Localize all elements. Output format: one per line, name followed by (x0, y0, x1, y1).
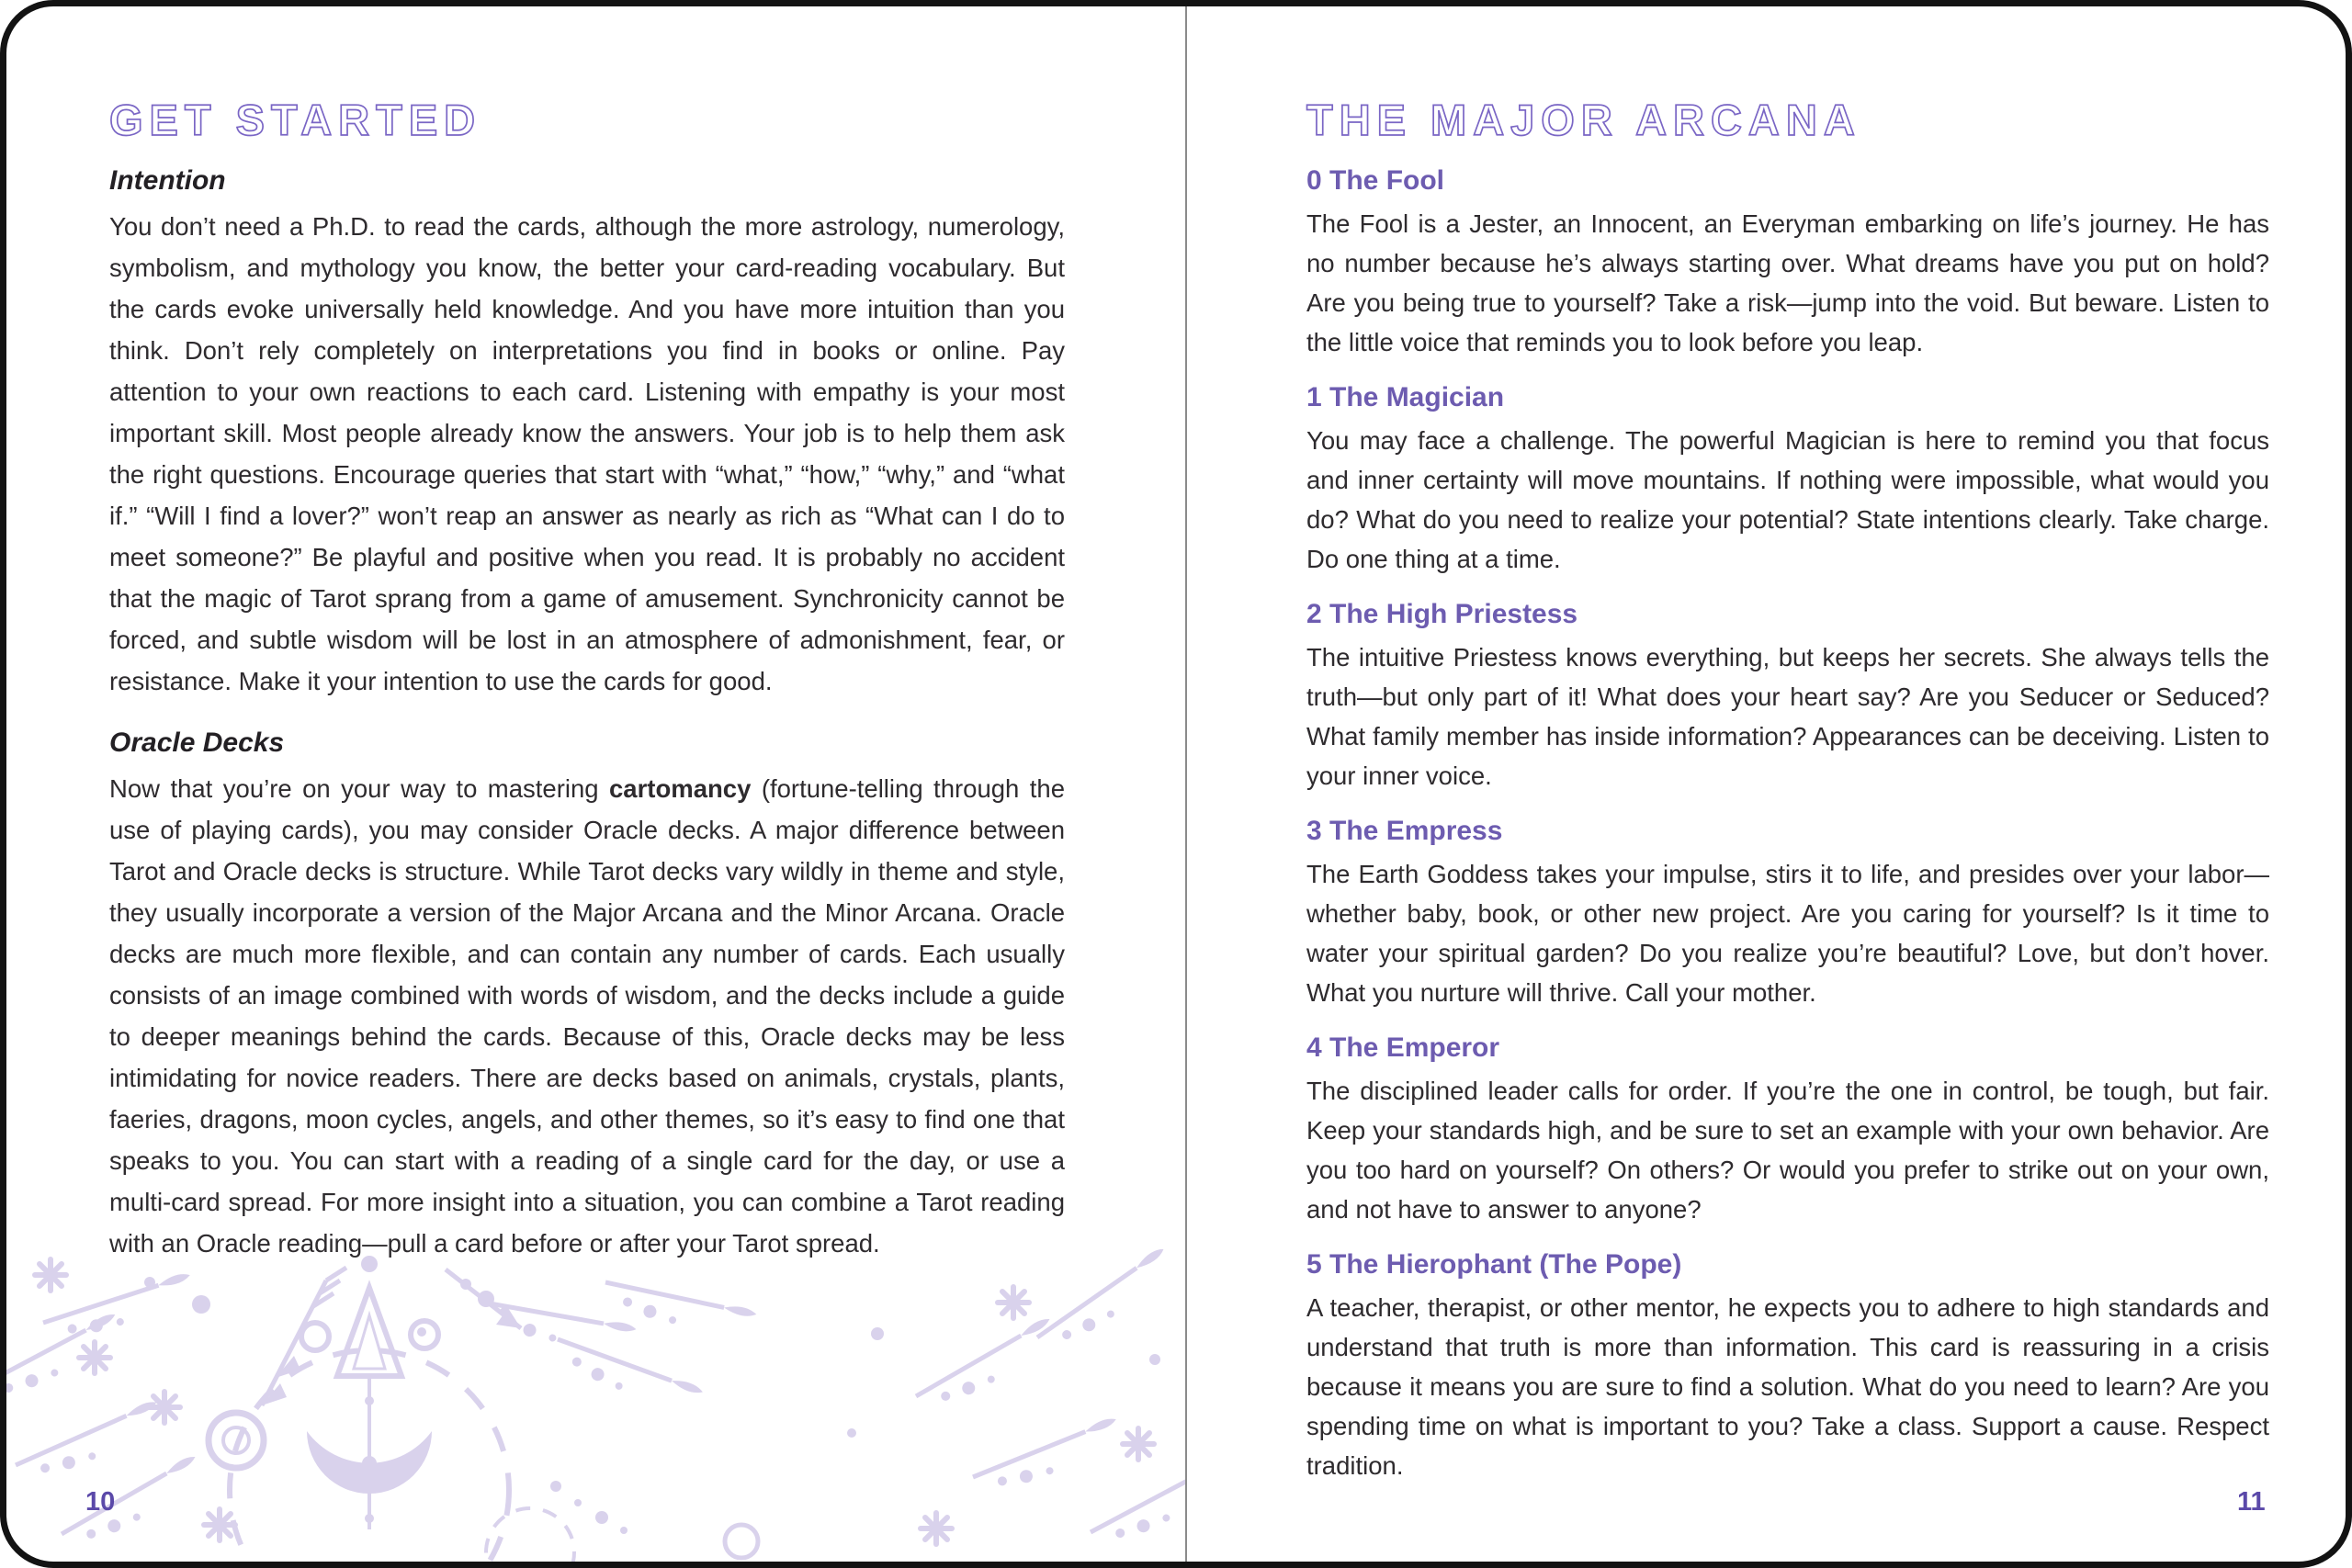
left-page (109, 95, 1065, 1264)
arcana-entry-high-priestess (1306, 599, 2269, 795)
section-heading-oracle-decks: Oracle Decks (109, 728, 285, 758)
entry-body-empress: The Earth Goddess takes your impulse, stirs it to life, and presides over your labor—whether baby, book, or other new project. Are you caring for yourself? Is it time to water your spiritual garden? Do you realize you’re beautiful? Love, but don’t hover. What you nurture will thrive. Call your mother. (1306, 860, 2269, 1007)
oracle-text-before-bold: Now that you’re on your way to mastering (109, 774, 609, 803)
entry-body-fool: The Fool is a Jester, an Innocent, an Everyman embarking on life’s journey. He has no number because he’s always starting over. What dreams have you put on hold? Are you being true to yourself? Take a risk—jump into the void. But beware. Listen to the little voice that reminds you to look before you leap. (1306, 209, 2269, 356)
entry-body-emperor: The disciplined leader calls for order. If you’re the one in control, be tough, but fair. Keep your standards high, and be sure to set an example with your own behavior. Are you too hard on yourself? On others? Or would you prefer to strike out on your own, and not have to answer to anyone? (1306, 1077, 2269, 1224)
page-number-left: 10 (85, 1487, 116, 1517)
page-gutter-divider (1185, 6, 1187, 1562)
arcana-entry-empress (1306, 816, 2269, 1012)
arcana-entry-emperor (1306, 1032, 2269, 1229)
entry-body-high-priestess: The intuitive Priestess knows everything, but keeps her secrets. She always tells the truth—but only part of it! What does your heart say? Are you Seducer or Seduced? What family member has inside information? Appearances can be deceiving. Listen to your inner voice. (1306, 643, 2269, 790)
entry-heading-magician: 1 The Magician (1306, 382, 1505, 412)
right-page (1306, 95, 2269, 1485)
entry-body-magician: You may face a challenge. The powerful Magician is here to remind you that focus and inner certainty will move mountains. If nothing were impossible, what would you do? What do you need to realize your potential? State intentions clearly. Take charge. Do one thing at a time. (1306, 426, 2269, 573)
entry-heading-emperor: 4 The Emperor (1306, 1032, 1500, 1063)
left-page-title: GET STARTED (109, 96, 482, 144)
page-number-right: 11 (2237, 1487, 2266, 1517)
entry-heading-empress: 3 The Empress (1306, 816, 1503, 846)
entry-heading-hierophant: 5 The Hierophant (The Pope) (1306, 1249, 1682, 1280)
oracle-decks-paragraph (109, 768, 1065, 1264)
section-heading-intention: Intention (109, 165, 226, 196)
oracle-text-after-bold: (fortune-telling through the use of playing cards), you may consider Oracle decks. A major difference between Tarot and Oracle decks is structure. While Tarot decks vary wildly in theme and style, they usually incorporate a version of the Major Arcana and the Minor Arcana. Oracle decks are much more flexible, and can contain any number of cards. Each usually consists of an image combined with words of wisdom, and the decks include a guide to deeper meanings behind the cards. Because of this, Oracle decks may be less intimidating for novice readers. There are decks based on animals, crystals, plants, faeries, dragons, moon cycles, angels, and other themes, so it’s easy to find one that speaks to you. You can start with a reading of a single card for the day, or use a multi-card spread. For more insight into a situation, you can combine a Tarot reading with an Oracle reading—pull a card before or after your Tarot spread. (109, 774, 1065, 1258)
cartomancy-bold-word: cartomancy (609, 774, 752, 803)
entry-heading-fool: 0 The Fool (1306, 165, 1444, 196)
intention-paragraph: You don’t need a Ph.D. to read the cards, although the more astrology, numerology, symbolism, and mythology you know, the better your card-reading vocabulary. But the cards evoke universally held knowledge. And you have more intuition than you think. Don’t rely completely on interpretations you find in books or online. Pay attention to your own reactions to each card. Listening with empathy is your most important skill. Most people already know the answers. Your job is to help them ask the right questions. Encourage queries that start with “what,” “how,” “why,” and “what if.” “Will I find a lover?” won’t reap an answer as nearly as rich as “What can I do to meet someone?” Be playful and positive when you read. It is probably no accident that the magic of Tarot sprang from a game of amusement. Synchronicity cannot be forced, and subtle wisdom will be lost in an atmosphere of admonishment, fear, or resistance. Make it your intention to use the cards for good. (109, 212, 1065, 695)
arcana-entry-hierophant (1306, 1249, 2269, 1485)
arcana-entry-magician (1306, 382, 2269, 579)
celestial-moon-illustration (6, 1249, 1185, 1562)
arcana-entry-fool (1306, 165, 2269, 362)
entry-body-hierophant: A teacher, therapist, or other mentor, he expects you to adhere to high standards and understand that truth is more than information. This card is reassuring in a crisis because it means you are sure to find a solution. What do you need to learn? Are you spending time on what is important to you? Take a class. Support a cause. Respect tradition. (1306, 1293, 2269, 1480)
right-page-title: THE MAJOR ARCANA (1306, 96, 1861, 144)
entry-heading-high-priestess: 2 The High Priestess (1306, 599, 1578, 629)
